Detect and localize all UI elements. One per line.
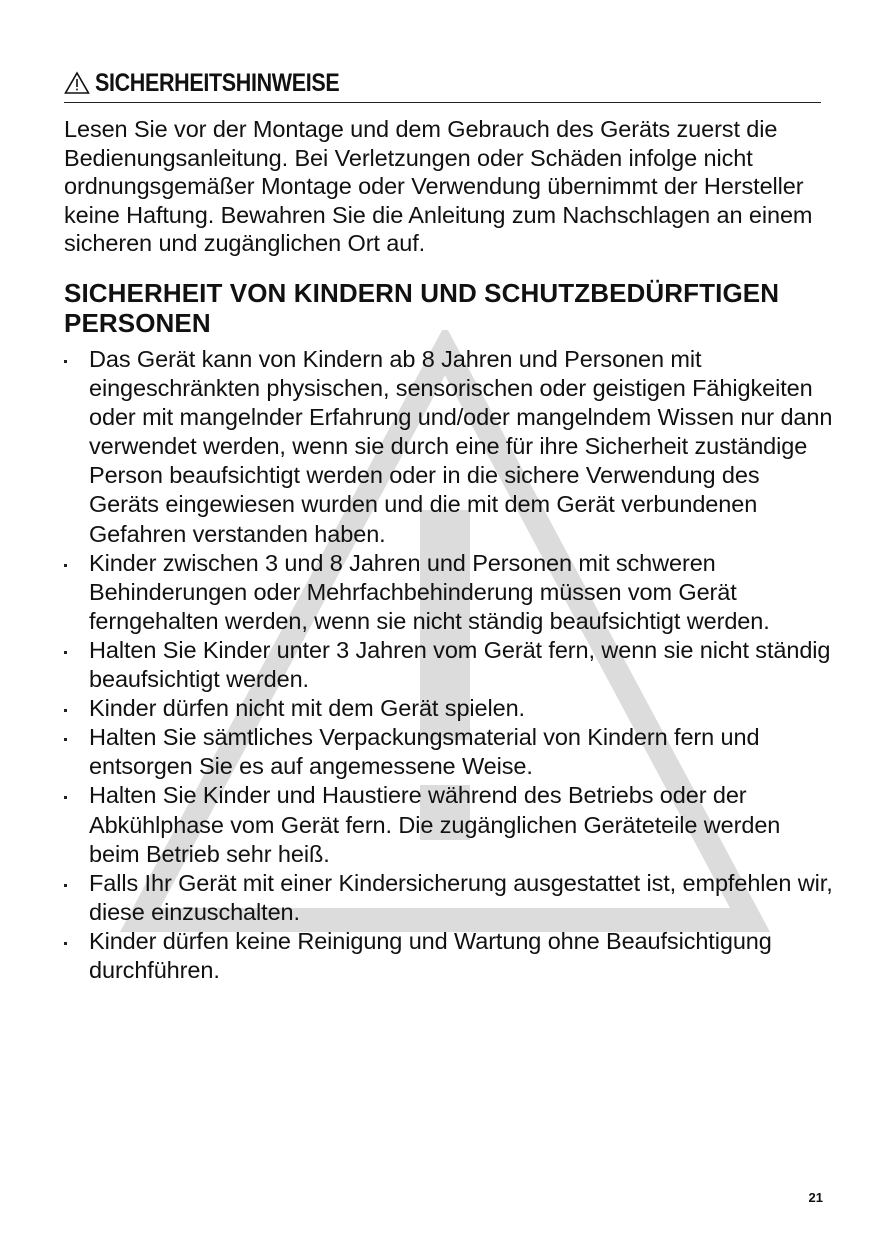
list-item-text: Kinder zwischen 3 und 8 Jahren und Personen mit schweren Behinderungen oder Mehrfachbehinderung müssen vom Gerät ferngehalten werden, wenn sie nicht ständig beaufsichtigt werden. xyxy=(89,549,770,634)
list-item-text: Falls Ihr Gerät mit einer Kindersicherung ausgestattet ist, empfehlen wir, diese einzuschalten. xyxy=(89,869,833,925)
list-item xyxy=(64,345,834,549)
intro-paragraph: Lesen Sie vor der Montage und dem Gebrauch des Geräts zuerst die Bedienungsanleitung. Bei Verletzungen oder Schäden infolge nicht ordnungsgemäßer Montage oder Verwendung übernimmt der Hersteller keine Haftung. Bewahren Sie die Anleitung zum Nachschlagen an einem sicheren und zugänglichen Ort auf. xyxy=(64,116,813,257)
page-number: 21 xyxy=(808,1190,823,1205)
list-item-text: Kinder dürfen nicht mit dem Gerät spielen. xyxy=(89,695,525,722)
list-item-text: Halten Sie sämtliches Verpackungsmaterial von Kindern fern und entsorgen Sie es auf angemessene Weise. xyxy=(89,724,760,780)
subheading: SICHERHEIT VON KINDERN UND SCHUTZBEDÜRFTIGEN PERSONEN xyxy=(64,278,780,338)
bullet-marker xyxy=(64,709,67,712)
bullet-marker xyxy=(64,564,67,567)
list-item-text: Halten Sie Kinder und Haustiere während des Betriebs oder der Abkühlphase vom Gerät fern. Die zugänglichen Geräteteile werden beim Betrieb sehr heiß. xyxy=(89,782,781,867)
list-item-text: Halten Sie Kinder unter 3 Jahren vom Gerät fern, wenn sie nicht ständig beaufsichtigt werden. xyxy=(89,636,831,693)
list-item xyxy=(64,723,834,781)
section-title: SICHERHEITSHINWEISE xyxy=(95,69,340,97)
section-header xyxy=(64,70,821,103)
list-item-text: Kinder dürfen keine Reinigung und Wartung ohne Beaufsichtigung durchführen. xyxy=(89,927,772,983)
list-item xyxy=(64,781,834,868)
list-item xyxy=(64,549,834,636)
list-item xyxy=(64,869,834,927)
list-item xyxy=(64,694,834,723)
bullet-marker xyxy=(64,738,67,741)
bullet-marker xyxy=(64,796,67,799)
bullet-marker xyxy=(64,360,67,363)
list-item xyxy=(64,636,834,694)
warning-triangle-icon xyxy=(64,71,90,95)
bullet-marker xyxy=(64,942,67,945)
bullet-list xyxy=(64,345,834,985)
bullet-marker xyxy=(64,651,67,654)
bullet-marker xyxy=(64,884,67,887)
list-item-text: Das Gerät kann von Kindern ab 8 Jahren und Personen mit eingeschränkten physischen, sensorischen oder geistigen Fähigkeiten oder mit mangelnder Erfahrung und/oder mangelndem Wissen nur dann verwendet werden, wenn sie durch eine für ihre Sicherheit zuständige Person beaufsichtigt werden oder in die sichere Verwendung des Geräts eingewiesen wurden und die mit dem Gerät verbundenen Gefahren verstanden haben. xyxy=(89,346,833,547)
list-item xyxy=(64,927,834,985)
